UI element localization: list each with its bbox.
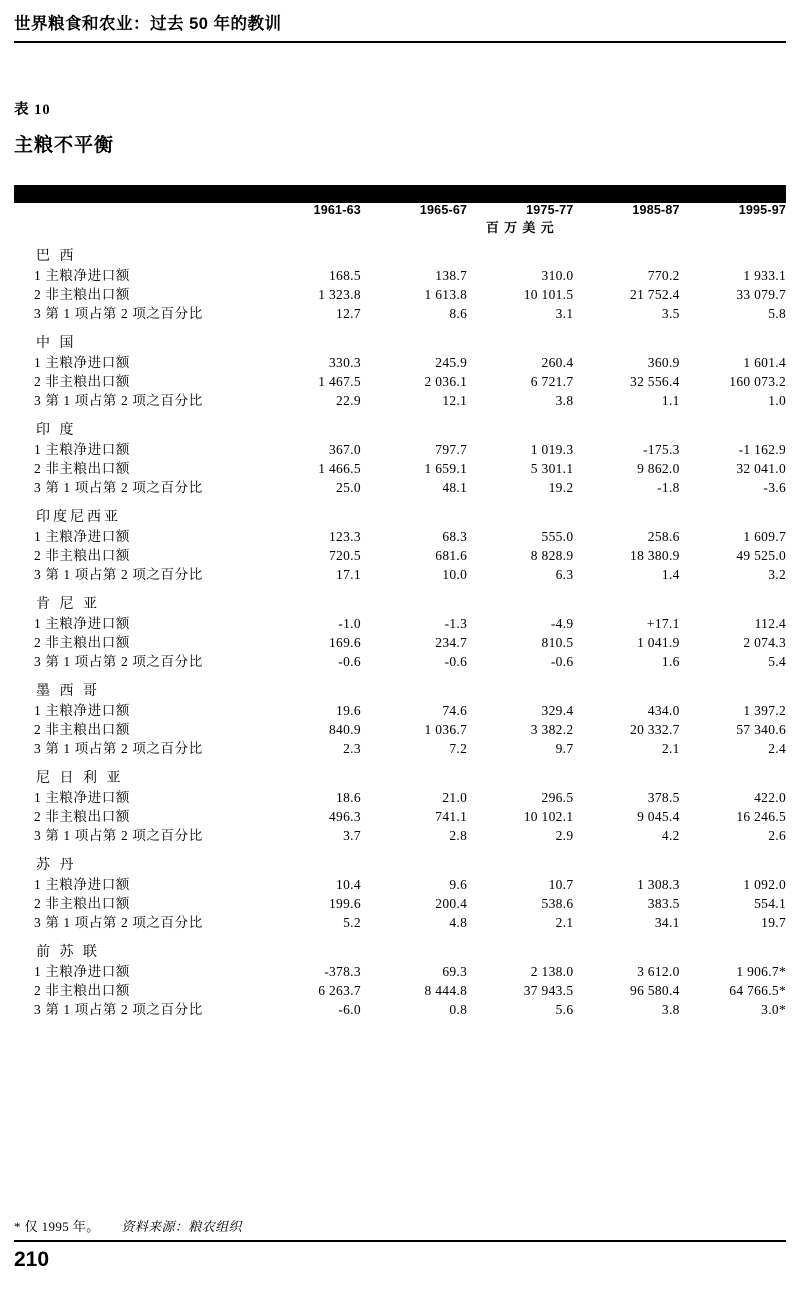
country-group-header	[14, 932, 786, 962]
table-row	[14, 459, 786, 478]
table-cell: 1 092.0	[743, 877, 786, 892]
table-cell: 1.0	[768, 393, 786, 408]
table-row	[14, 304, 786, 323]
table-cell: 1.1	[661, 393, 680, 408]
page-number: 210	[14, 1248, 50, 1271]
table-cell: 8 444.8	[424, 983, 468, 998]
table-cell: 7.2	[449, 741, 468, 756]
table-cell: -0.6	[444, 654, 468, 669]
table-cell: 138.7	[435, 268, 468, 283]
table-cell: 3.8	[661, 1002, 680, 1017]
table-cell: 234.7	[435, 635, 468, 650]
table-cell: 8.6	[449, 306, 468, 321]
table-cell: 1.6	[661, 654, 680, 669]
country-row-spacer	[255, 497, 786, 527]
table-cell: 32 041.0	[736, 461, 786, 476]
table-cell: 555.0	[541, 529, 574, 544]
table-cell: 2.4	[768, 741, 786, 756]
country-row-spacer	[255, 845, 786, 875]
table-cell: 57 340.6	[736, 722, 786, 737]
table-cell: 96 580.4	[630, 983, 680, 998]
table-cell: 3.1	[555, 306, 574, 321]
country-row-spacer	[255, 671, 786, 701]
table-cell: 37 943.5	[523, 983, 574, 998]
table-cell: 18 380.9	[630, 548, 680, 563]
row-label: 3 第 1 项占第 2 项之百分比	[34, 567, 203, 582]
table-cell: 1 467.5	[318, 374, 361, 389]
table-row	[14, 875, 786, 894]
table-cell: 3.8	[555, 393, 574, 408]
header-rule	[14, 41, 786, 43]
table-cell: 2 138.0	[530, 964, 574, 979]
row-label: 1 主粮净进口额	[34, 355, 130, 370]
country-label: 巴 西	[36, 249, 77, 264]
table-cell: 310.0	[541, 268, 574, 283]
country-label: 印度尼西亚	[36, 510, 121, 525]
table-cell: 1 933.1	[743, 268, 786, 283]
table-cell: 69.3	[442, 964, 468, 979]
table-row	[14, 788, 786, 807]
row-label: 3 第 1 项占第 2 项之百分比	[34, 480, 203, 495]
table-cell: 4.2	[661, 828, 680, 843]
table-number: 表 10	[14, 102, 51, 118]
row-label: 3 第 1 项占第 2 项之百分比	[34, 1002, 203, 1017]
table-cell: 378.5	[647, 790, 680, 805]
table-cell: 5.8	[768, 306, 786, 321]
table-cell: 383.5	[647, 896, 680, 911]
table-cell: 2 074.3	[743, 635, 786, 650]
table-cell: 1 019.3	[530, 442, 574, 457]
table-cell: 21 752.4	[630, 287, 680, 302]
country-row-spacer	[255, 584, 786, 614]
table-cell: 9 862.0	[637, 461, 680, 476]
country-group-header	[14, 584, 786, 614]
table-cell: 245.9	[435, 355, 468, 370]
country-group-header	[14, 323, 786, 353]
row-label: 3 第 1 项占第 2 项之百分比	[34, 828, 203, 843]
row-label: 3 第 1 项占第 2 项之百分比	[34, 741, 203, 756]
table-cell: 19.6	[336, 703, 361, 718]
page-title: 主粮不平衡	[14, 135, 115, 156]
table-cell: 16 246.5	[736, 809, 786, 824]
table-cell: 1 397.2	[743, 703, 786, 718]
country-group-header	[14, 671, 786, 701]
table-row	[14, 391, 786, 410]
table-cell: 720.5	[329, 548, 361, 563]
table-cell: 0.8	[449, 1002, 468, 1017]
table-cell: 49 525.0	[736, 548, 786, 563]
table-cell: 10 102.1	[523, 809, 574, 824]
footer-rule	[14, 1240, 786, 1242]
row-label: 1 主粮净进口额	[34, 529, 130, 544]
table-cell: -0.6	[550, 654, 574, 669]
table-row	[14, 720, 786, 739]
table-cell: 2.9	[555, 828, 574, 843]
table-row	[14, 1000, 786, 1019]
row-label: 2 非主粮出口额	[34, 374, 130, 389]
row-label: 2 非主粮出口额	[34, 461, 130, 476]
table-cell: 1 906.7*	[736, 964, 786, 979]
table-cell: -1 162.9	[738, 442, 786, 457]
country-row-spacer	[255, 932, 786, 962]
table-cell: 840.9	[329, 722, 361, 737]
main-table	[14, 203, 786, 1019]
table-cell: 2.3	[343, 741, 361, 756]
table-cell: 10 101.5	[523, 287, 574, 302]
table-cell: 296.5	[541, 790, 574, 805]
table-cell: 74.6	[442, 703, 468, 718]
country-group-header	[14, 497, 786, 527]
table-cell: 3.2	[768, 567, 786, 582]
table-cell: 1 036.7	[424, 722, 468, 737]
row-label: 2 非主粮出口额	[34, 722, 130, 737]
column-header-1985-87: 1985-87	[632, 203, 680, 217]
country-group-header	[14, 236, 786, 266]
column-header-1965-67: 1965-67	[419, 203, 468, 217]
table-cell: -0.6	[338, 654, 361, 669]
table-cell: 3 382.2	[530, 722, 574, 737]
table-cell: 10.0	[442, 567, 468, 582]
table-cell: 5.2	[343, 915, 361, 930]
table-cell: 2 036.1	[424, 374, 468, 389]
table-cell: 367.0	[329, 442, 361, 457]
table-header-row	[14, 203, 786, 217]
table-cell: 554.1	[754, 896, 786, 911]
table-cell: 168.5	[329, 268, 361, 283]
table-cell: 260.4	[541, 355, 574, 370]
table-row	[14, 353, 786, 372]
table-cell: 10.4	[336, 877, 361, 892]
table-header-bar	[14, 185, 786, 203]
footnote	[14, 1216, 242, 1235]
table-row	[14, 633, 786, 652]
column-header-1975-77: 1975-77	[526, 203, 574, 217]
table-cell: 2.1	[555, 915, 574, 930]
table-cell: 5 301.1	[530, 461, 574, 476]
table-cell: -4.9	[550, 616, 574, 631]
table-cell: 64 766.5*	[729, 983, 786, 998]
table-cell: 22.9	[336, 393, 361, 408]
table-cell: 681.6	[435, 548, 468, 563]
table-cell: 21.0	[442, 790, 468, 805]
table-row	[14, 546, 786, 565]
table-cell: 19.2	[548, 480, 574, 495]
table-row	[14, 962, 786, 981]
source-text: 资料来源：粮农组织	[121, 1219, 242, 1234]
table-row	[14, 285, 786, 304]
table-cell: 8 828.9	[530, 548, 574, 563]
table-cell: 199.6	[329, 896, 361, 911]
table-cell: -1.3	[444, 616, 468, 631]
table-row	[14, 614, 786, 633]
country-label: 肯 尼 亚	[36, 597, 100, 612]
country-label: 前 苏 联	[36, 945, 100, 960]
table-cell: 330.3	[329, 355, 361, 370]
table-row	[14, 739, 786, 758]
table-row	[14, 894, 786, 913]
country-row-spacer	[255, 323, 786, 353]
table-cell: 496.3	[329, 809, 361, 824]
country-label: 苏 丹	[36, 858, 77, 873]
table-cell: 810.5	[541, 635, 574, 650]
table-cell: 2.1	[661, 741, 680, 756]
running-head: 世界粮食和农业：过去 50 年的教训	[14, 15, 282, 33]
table-cell: 68.3	[442, 529, 468, 544]
table-cell: +17.1	[646, 616, 680, 631]
table-cell: 1 601.4	[743, 355, 786, 370]
table-cell: 5.4	[768, 654, 786, 669]
table-cell: 18.6	[336, 790, 361, 805]
table-row	[14, 807, 786, 826]
table-cell: 258.6	[647, 529, 680, 544]
table-cell: 12.1	[442, 393, 468, 408]
row-label: 1 主粮净进口额	[34, 442, 130, 457]
table-row	[14, 565, 786, 584]
row-label: 1 主粮净进口额	[34, 616, 130, 631]
row-label: 2 非主粮出口额	[34, 548, 130, 563]
table-cell: 1 308.3	[637, 877, 680, 892]
row-label: 1 主粮净进口额	[34, 703, 130, 718]
table-cell: -1.8	[657, 480, 680, 495]
table-row	[14, 826, 786, 845]
table-cell: 1 323.8	[318, 287, 361, 302]
table-cell: 3.0*	[761, 1002, 786, 1017]
table-cell: -3.6	[763, 480, 786, 495]
table-cell: 1 659.1	[424, 461, 468, 476]
table-cell: 200.4	[435, 896, 468, 911]
table-cell: 9 045.4	[637, 809, 680, 824]
table-cell: 1 041.9	[637, 635, 680, 650]
table-row	[14, 652, 786, 671]
table-cell: 6 721.7	[530, 374, 574, 389]
row-label: 1 主粮净进口额	[34, 790, 130, 805]
country-label: 中 国	[36, 336, 77, 351]
table-cell: 3.5	[661, 306, 680, 321]
table-cell: 19.7	[761, 915, 786, 930]
row-label: 3 第 1 项占第 2 项之百分比	[34, 654, 203, 669]
table-cell: 1 613.8	[424, 287, 468, 302]
row-label: 2 非主粮出口额	[34, 635, 130, 650]
table-row	[14, 478, 786, 497]
country-row-spacer	[255, 236, 786, 266]
row-label: 3 第 1 项占第 2 项之百分比	[34, 306, 203, 321]
table-cell: 10.7	[548, 877, 574, 892]
table-cell: 422.0	[754, 790, 786, 805]
table-row	[14, 440, 786, 459]
country-group-header	[14, 758, 786, 788]
table-cell: 3 612.0	[637, 964, 680, 979]
country-group-header	[14, 845, 786, 875]
column-header-1961-63: 1961-63	[313, 203, 361, 217]
row-label: 3 第 1 项占第 2 项之百分比	[34, 393, 203, 408]
table-cell: 6.3	[555, 567, 574, 582]
table-cell: 3.7	[343, 828, 361, 843]
table-cell: 20 332.7	[630, 722, 680, 737]
table-cell: -1.0	[338, 616, 361, 631]
row-label: 1 主粮净进口额	[34, 877, 130, 892]
table-cell: 25.0	[336, 480, 361, 495]
table-cell: 329.4	[541, 703, 574, 718]
table-row	[14, 981, 786, 1000]
header-spacer	[14, 203, 255, 217]
row-label: 2 非主粮出口额	[34, 809, 130, 824]
unit-spacer	[14, 217, 255, 236]
country-label: 墨 西 哥	[36, 684, 100, 699]
country-row-spacer	[255, 758, 786, 788]
table-cell: 770.2	[647, 268, 680, 283]
table-row	[14, 527, 786, 546]
table-row	[14, 701, 786, 720]
table-cell: 1.4	[661, 567, 680, 582]
table-cell: 538.6	[541, 896, 574, 911]
table-cell: 797.7	[435, 442, 468, 457]
table-row	[14, 372, 786, 391]
unit-row	[14, 217, 786, 236]
row-label: 2 非主粮出口额	[34, 983, 130, 998]
table-cell: 434.0	[647, 703, 680, 718]
table-cell: 5.6	[555, 1002, 574, 1017]
row-label: 2 非主粮出口额	[34, 896, 130, 911]
table-cell: 360.9	[647, 355, 680, 370]
footnote-text: * 仅 1995 年。	[14, 1219, 100, 1234]
unit-label: 百 万 美 元	[485, 220, 555, 235]
table-cell: 741.1	[435, 809, 468, 824]
table-cell: 33 079.7	[736, 287, 786, 302]
table-cell: 34.1	[654, 915, 680, 930]
table-cell: 1 609.7	[743, 529, 786, 544]
table-row	[14, 913, 786, 932]
row-label: 1 主粮净进口额	[34, 268, 130, 283]
table-cell: 123.3	[329, 529, 361, 544]
table-cell: 9.7	[555, 741, 574, 756]
country-row-spacer	[255, 410, 786, 440]
table-cell: 112.4	[754, 616, 786, 631]
table-cell: 2.8	[449, 828, 468, 843]
country-label: 印 度	[36, 423, 77, 438]
table-cell: 9.6	[449, 877, 468, 892]
row-label: 3 第 1 项占第 2 项之百分比	[34, 915, 203, 930]
table-cell: 6 263.7	[318, 983, 361, 998]
table-cell: -378.3	[324, 964, 361, 979]
table-cell: 2.6	[768, 828, 786, 843]
table-cell: -6.0	[338, 1002, 361, 1017]
column-header-1995-97: 1995-97	[738, 203, 786, 217]
country-group-header	[14, 410, 786, 440]
table-cell: 1 466.5	[318, 461, 361, 476]
table-row	[14, 266, 786, 285]
table-cell: 169.6	[329, 635, 361, 650]
table-cell: 32 556.4	[630, 374, 680, 389]
table-cell: 4.8	[449, 915, 468, 930]
table-cell: 48.1	[442, 480, 468, 495]
row-label: 1 主粮净进口额	[34, 964, 130, 979]
table-cell: 12.7	[336, 306, 361, 321]
table-cell: 160 073.2	[729, 374, 786, 389]
row-label: 2 非主粮出口额	[34, 287, 130, 302]
country-label: 尼 日 利 亚	[36, 771, 124, 786]
table-cell: 17.1	[336, 567, 361, 582]
table-cell: -175.3	[643, 442, 680, 457]
